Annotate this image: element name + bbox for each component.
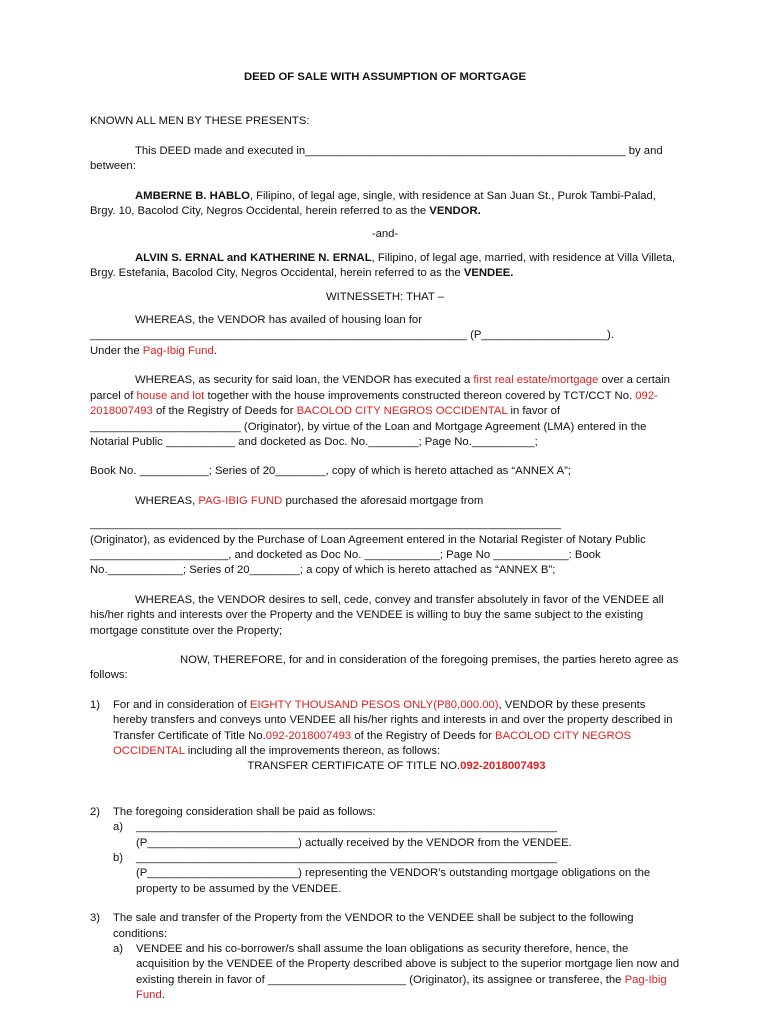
vendor-details: , Filipino, of legal age, single, with residence at San Juan St., Purok Tambi-Palad, Brgy. 10, Bacolod City, Negros Occidental, herein referred to as the: [90, 189, 656, 218]
security-text-5: in favor of ________________________ (Originator), by virtue of the Loan and Mortgage Agreement (LMA) entered in the Notarial Public ___________ and docketed as Doc. No.________; Page No.__________;: [90, 405, 647, 448]
security-text-1: WHEREAS, as security for said loan, the VENDOR has executed a: [135, 374, 474, 387]
and-separator: -and-: [371, 228, 399, 241]
item-1-text-2: , VENDOR by these presents hereby transfers and conveys unto VENDEE all his/her rights and interests in and over the property described in Transfer Certificate of Title No.: [113, 698, 673, 742]
item-2: [90, 805, 680, 897]
purchase-blank-line: ___________________________________________________________________________: [90, 518, 562, 531]
amount-highlight: EIGHTY THOUSAND PESOS ONLY(P80,000.00): [249, 698, 499, 711]
item-2b-blank-line: ___________________________________________________________________: [136, 852, 557, 865]
vendor-paragraph: [90, 189, 680, 220]
item-3a-text: [136, 942, 680, 1004]
now-therefore-paragraph: NOW, THEREFORE, for and in consideration of the foregoing premises, the parties hereto agree as follows:: [90, 653, 679, 682]
whereas-loan-paragraph: [90, 313, 680, 359]
under-period: .: [213, 344, 217, 357]
item-2b: [113, 851, 680, 897]
item-3-number: 3): [90, 912, 101, 925]
vendee-label: VENDEE.: [463, 267, 514, 280]
registry-highlight: BACOLOD CITY NEGROS OCCIDENTAL: [113, 729, 632, 757]
item-2a-blank-line: ___________________________________________________________________: [136, 821, 557, 834]
item-1-text-4: including all the improvements thereon, as follows:: [184, 745, 441, 757]
purchase-text-1: WHEREAS,: [135, 494, 199, 507]
item-1-text: [113, 698, 680, 760]
item-3a-period: .: [161, 989, 165, 1002]
item-1-number: 1): [90, 698, 101, 711]
title-number-highlight: 092-2018007493: [265, 729, 352, 742]
item-2-number: 2): [90, 805, 101, 818]
item-3a: [113, 942, 680, 1004]
item-2a-text: (P________________________) actually received by the VENDOR from the VENDEE.: [136, 836, 572, 849]
security-text-3: together with the house improvements constructed thereon covered by TCT/CCT No.: [204, 389, 636, 402]
whereas-loan-blank-line: ____________________________________________________________ (P____________________).: [90, 329, 614, 342]
made-executed-paragraph: This DEED made and executed in___________________________________________________ by and between:: [90, 144, 663, 173]
item-1: [90, 698, 680, 775]
item-2a: [113, 820, 680, 851]
tct-number: 092-2018007493: [460, 760, 546, 773]
registry-location-highlight: BACOLOD CITY NEGROS OCCIDENTAL: [296, 405, 508, 418]
document-title: DEED OF SALE WITH ASSUMPTION OF MORTGAGE: [243, 71, 526, 83]
vendor-label: VENDOR.: [429, 205, 481, 218]
purchase-text-2: purchased the aforesaid mortgage from: [282, 494, 484, 507]
item-2b-label: b): [113, 852, 124, 865]
under-text: Under the: [90, 344, 143, 357]
vendor-name: AMBERNE B. HABLO: [135, 189, 250, 202]
vendee-details: , Filipino, of legal age, married, with residence at Villa Villeta, Brgy. Estefania, Bacolod City, Negros Occidental, herein referred to as the: [90, 251, 676, 280]
item-3a-fund-highlight: Pag-Ibig Fund: [136, 973, 667, 1002]
security-text-4: of the Registry of Deeds for: [152, 405, 297, 418]
item-3a-text-1: VENDEE and his co-borrower/s shall assume the loan obligations as security therefore, hence, the acquisition by the VENDEE of the Property described above is subject to the superior mortgage lien now and existing therein in favor of ______________________ (Originator), its assignee or transferee, the: [136, 943, 680, 986]
whereas-desire-paragraph: WHEREAS, the VENDOR desires to sell, cede, convey and transfer absolutely in favor of the VENDEE all his/her rights and interests over the Property and the VENDEE is willing to buy the same subject to the existing mortgage constitute over the Property;: [90, 593, 664, 637]
whereas-loan-line1: WHEREAS, the VENDOR has availed of housing loan for: [135, 314, 422, 327]
pag-ibig-fund-text: Pag-Ibig Fund: [142, 344, 214, 357]
item-2-text: The foregoing consideration shall be paid as follows:: [113, 805, 376, 818]
whereas-purchase-paragraph: [90, 494, 680, 579]
item-3a-label: a): [113, 943, 124, 956]
whereas-loan-under-line: [90, 344, 680, 359]
item-1-text-3: of the Registry of Deeds for: [351, 729, 496, 742]
security-text-2: over a certain parcel of: [90, 374, 670, 402]
pag-ibig-highlight: PAG-IBIG FUND: [198, 494, 283, 507]
whereas-purchase-line1: [90, 494, 680, 509]
item-1-text-1: For and in consideration of: [113, 698, 250, 711]
item-3: [90, 911, 680, 1003]
witnesseth-heading: WITNESSETH: THAT –: [325, 290, 444, 303]
purchase-text-3: (Originator), as evidenced by the Purchase of Loan Agreement entered in the Notarial Register of Notary Public ______________________, and docketed as Doc No. ____________; Page No ____________: Book No.____________; Series of 20________; a copy of which is hereto attached as “ANNEX B”;: [90, 533, 646, 577]
vendee-names: ALVIN S. ERNAL and KATHERINE N. ERNAL: [135, 251, 372, 264]
opening-line: KNOWN ALL MEN BY THESE PRESENTS:: [90, 115, 310, 128]
vendee-paragraph: [90, 251, 680, 282]
mortgage-type-highlight: first real estate/mortgage: [473, 374, 599, 387]
item-2b-text: (P________________________) representing the VENDOR’s outstanding mortgage obligations on the property to be assumed by the VENDEE.: [136, 867, 651, 895]
property-type-highlight: house and lot: [136, 389, 205, 402]
whereas-security-paragraph: [90, 373, 680, 450]
item-2a-label: a): [113, 821, 124, 834]
item-3-text: The sale and transfer of the Property from the VENDOR to the VENDEE shall be subject to the following conditions:: [113, 912, 634, 940]
tct-line: [113, 759, 680, 774]
book-series-line: Book No. ___________; Series of 20________, copy of which is hereto attached as “ANNEX A”;: [90, 465, 572, 478]
tct-label: TRANSFER CERTIFICATE OF TITLE NO.: [247, 760, 461, 773]
tct-number-highlight: 092-2018007493: [90, 389, 658, 418]
